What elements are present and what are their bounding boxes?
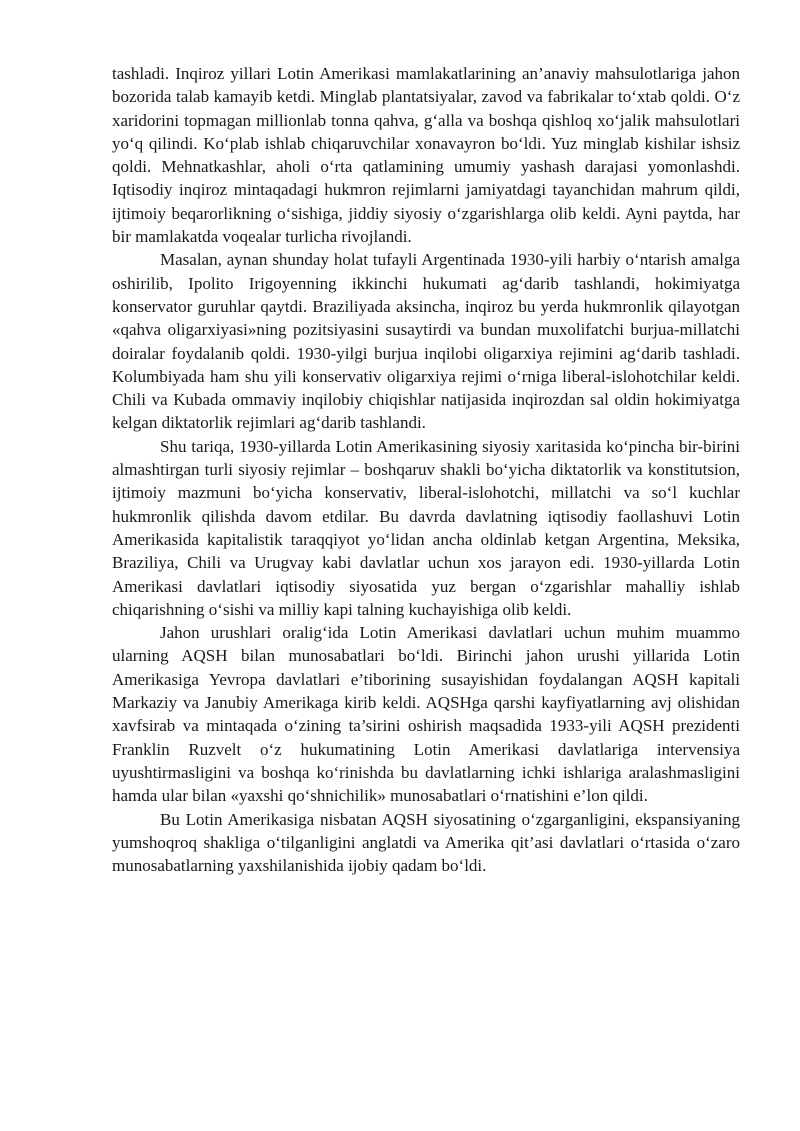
paragraph-4: Jahon urushlari oralig‘ida Lotin Amerikasi davlatlari uchun muhim muammo ularning AQSH bilan munosabatlari bo‘ldi. Birinchi jahon urushi yillarida Lotin Amerikasiga Yevropa davlatlari e’tiborining susayishidan foydalangan AQSH kapitali Markaziy va Janubiy Amerikaga kirib keldi. AQSHga qarshi kayfiyatlarning avj olishidan xavfsirab va mintaqada o‘zining ta’sirini oshirish maqsadida 1933-yili AQSH prezidenti Franklin Ruzvelt o‘z hukumatining Lotin Amerikasi davlatlariga intervensiya uyushtirmasligini va boshqa ko‘rinishda bu davlatlarning ichki ishlariga aralashmasligini hamda ular bilan «yaxshi qo‘shnichilik» munosabatlari o‘rnatishini e’lon qildi. — [112, 623, 740, 806]
paragraph-5: Bu Lotin Amerikasiga nisbatan AQSH siyosatining o‘zgarganligini, ekspansiyaning yumshoqroq shakliga o‘tilganligini anglatdi va Amerika qit’asi davlatlari o‘rtasida o‘zaro munosabatlarning yaxshilanishida ijobiy qadam bo‘ldi. — [112, 809, 740, 876]
paragraph-3: Shu tariqa, 1930-yillarda Lotin Amerikasining siyosiy xaritasida ko‘pincha bir-birini almashtirgan turli siyosiy rejimlar – boshqaruv shakli bo‘yicha diktatorlik va konstitutsion, ijtimoiy mazmuni bo‘yicha konservativ, liberal-islohotchi, millatchi va so‘l kuchlar hukmronlik qilishda davom etdilar. Bu davrda davlatning iqtisodiy faollashuvi Lotin Amerikasida kapitalistik taraqqiyot yo‘lidan ancha oldinlab ketgan Argentina, Meksika, Braziliya, Chili va Urugvay kabi davlatlar uchun xos jarayon edi. 1930-yillarda Lotin Amerikasi davlatlari iqtisodiy siyosatida yuz bergan o‘zgarishlar mahalliy ishlab chiqarishning o‘sishi va milliy kapi talning kuchayishiga olib keldi. — [112, 436, 740, 619]
document-page — [112, 62, 740, 877]
paragraph-1: tashladi. Inqiroz yillari Lotin Amerikasi mamlakatlarining an’anaviy mahsulotlariga jahon bozorida talab kamayib ketdi. Minglab plantatsiyalar, zavod va fabrikalar to‘xtab qoldi. O‘z xaridorini topmagan millionlab tonna qahva, g‘alla va boshqa qishloq xo‘jalik mahsulotlari yo‘q qilindi. Ko‘plab ishlab chiqaruvchilar xonavayron bo‘ldi. Yuz minglab kishilar ishsiz qoldi. Mehnatkashlar, aholi o‘rta qatlamining umumiy yashash darajasi yomonlashdi. Iqtisodiy inqiroz mintaqadagi hukmron rejimlarni jamiyatdagi tayanchidan mahrum qildi, ijtimoiy beqarorlikning o‘sishiga, jiddiy siyosiy o‘zgarishlarga olib keldi. Ayni paytda, har bir mamlakatda voqealar turlicha rivojlandi. — [112, 64, 740, 247]
paragraph-2: Masalan, aynan shunday holat tufayli Argentinada 1930-yili harbiy o‘ntarish amalga oshirilib, Ipolito Irigoyenning ikkinchi hukumati ag‘darib tashlandi, hokimiyatga konservator guruhlar qaytdi. Braziliyada aksincha, inqiroz bu yerda hukmronlik qilayotgan «qahva oligarxiyasi»ning pozitsiyasini susaytirdi va bundan muxolifatchi burjua-millatchi doiralar foydalanib qoldi. 1930-yilgi burjua inqilobi oligarxiya rejimini ag‘darib tashladi. Kolumbiyada ham shu yili konservativ oligarxiya rejimi o‘rniga liberal-islohotchilar keldi. Chili va Kubada ommaviy inqilobiy chiqishlar natijasida inqirozdan sal oldin hokimiyatga kelgan diktatorlik rejimlari ag‘darib tashlandi. — [112, 250, 740, 433]
